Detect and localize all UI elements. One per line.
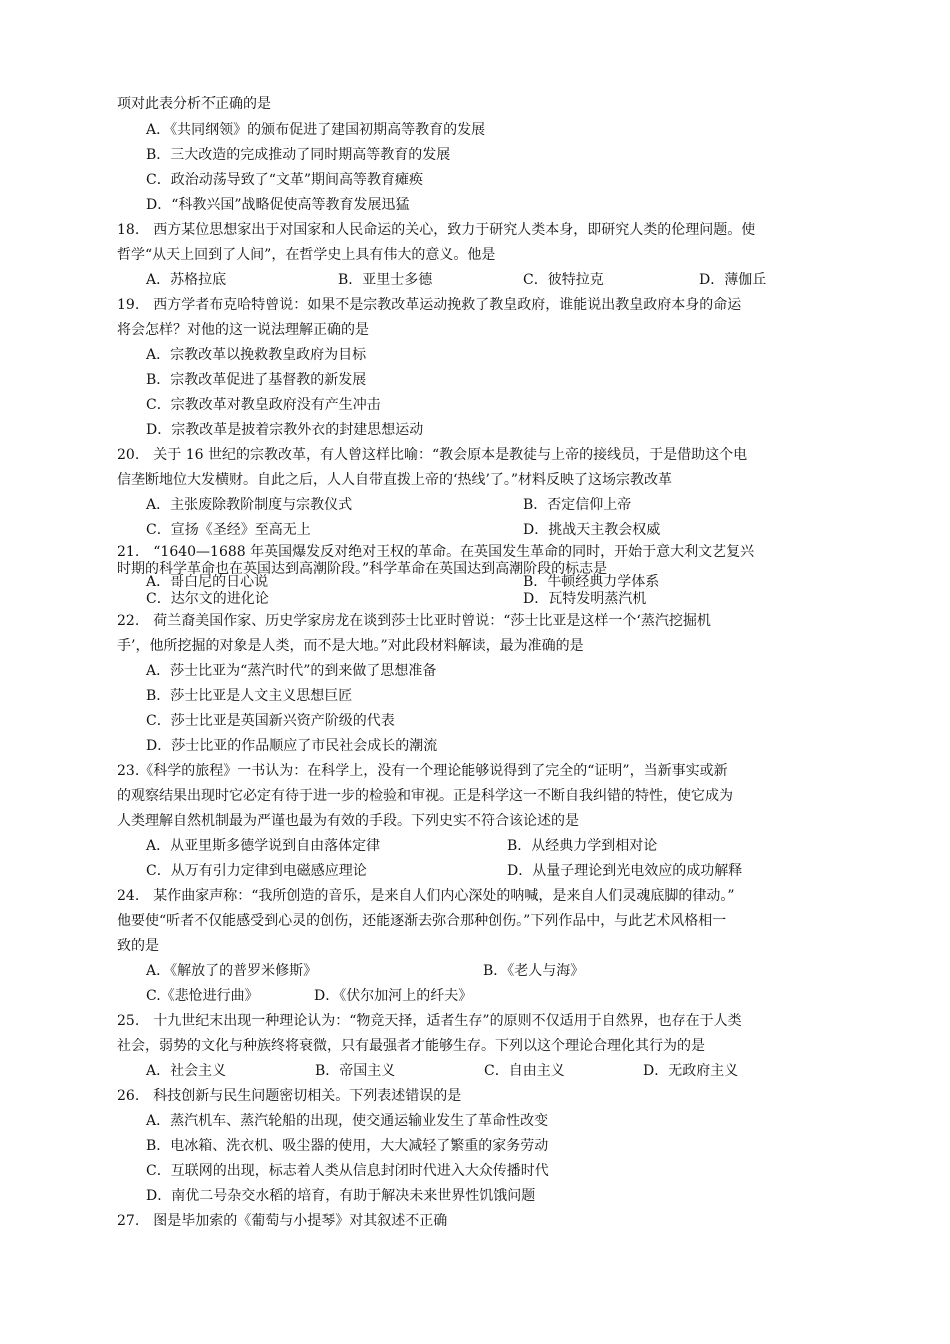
q26-option-a: A．蒸汽机车、蒸汽轮船的出现，使交通运输业发生了革命性改变 bbox=[146, 1113, 549, 1129]
q18-option-d: D．薄伽丘 bbox=[699, 272, 767, 288]
q20-stem-line-1: 20. 关于 16 世纪的宗教改革，有人曾这样比喻：“教会原本是教徒与上帝的接线员，于是借助这个电 bbox=[117, 447, 748, 463]
q17-stem-after: 的是 bbox=[243, 96, 271, 112]
q25-option-d: D．无政府主义 bbox=[643, 1063, 739, 1079]
q21-option-a: A．哥白尼的日心说 bbox=[146, 574, 269, 590]
q20-option-d: D．挑战天主教会权威 bbox=[523, 522, 661, 538]
q19-option-b: B．宗教改革促进了基督教的新发展 bbox=[146, 372, 367, 388]
q22-stem-line-2: 手’，他所挖掘的对象是人类，而不是大地。”对此段材料解读，最为准确的是 bbox=[117, 638, 584, 654]
q23-option-c: C．从万有引力定律到电磁感应理论 bbox=[146, 863, 367, 879]
q24-option-c: C.《悲怆进行曲》 bbox=[146, 988, 259, 1004]
q18-stem-line-1: 18. 西方某位思想家出于对国家和人民命运的关心，致力于研究人类本身，即研究人类的伦理问题。使 bbox=[117, 222, 756, 238]
q17-stem-tail bbox=[117, 94, 271, 114]
q18-option-c: C．彼特拉克 bbox=[523, 272, 604, 288]
q23-option-b: B．从经典力学到相对论 bbox=[507, 838, 658, 854]
q20-option-a: A．主张废除教阶制度与宗教仪式 bbox=[146, 497, 353, 513]
q26-stem-line-1: 26. 科技创新与民生问题密切相关。下列表述错误的是 bbox=[117, 1088, 462, 1104]
q24-stem-line-1: 24. 某作曲家声称：“我所创造的音乐，是来自人们内心深处的呐喊，是来自人们灵魂底脚的律动。” bbox=[117, 888, 735, 904]
q21-option-c: C．达尔文的进化论 bbox=[146, 591, 269, 607]
q19-option-a: A．宗教改革以挽救教皇政府为目标 bbox=[146, 347, 367, 363]
q26-option-d: D．南优二号杂交水稻的培育，有助于解决未来世界性饥饿问题 bbox=[146, 1188, 536, 1204]
q24-stem-line-2: 他要使“听者不仅能感受到心灵的创伤，还能逐渐去弥合那种创伤。”下列作品中，与此艺术风格相一 bbox=[117, 913, 727, 929]
q24-option-d: D．《伏尔加河上的纤夫》 bbox=[314, 988, 473, 1004]
q22-option-d: D．莎士比亚的作品顺应了市民社会成长的潮流 bbox=[146, 738, 438, 754]
q23-stem-line-2: 的观察结果出现时它必定有待于进一步的检验和审视。正是科学这一不断自我纠错的特性，使它成为 bbox=[117, 788, 733, 804]
q20-stem-line-2: 信垄断地位大发横财。自此之后，人人自带直拨上帝的‘热线’了。”材料反映了这场宗教改革 bbox=[117, 472, 673, 488]
q19-option-d: D．宗教改革是披着宗教外衣的封建思想运动 bbox=[146, 422, 424, 438]
q17-option-d: D．“科教兴国”战略促使高等教育发展迅猛 bbox=[146, 197, 410, 213]
q22-option-c: C．莎士比亚是英国新兴资产阶级的代表 bbox=[146, 713, 395, 729]
q23-stem-line-3: 人类理解自然机制最为严谨也最为有效的手段。下列史实不符合该论述的是 bbox=[117, 813, 579, 829]
q20-option-b: B．否定信仰上帝 bbox=[523, 497, 632, 513]
q23-option-a: A．从亚里斯多德学说到自由落体定律 bbox=[146, 838, 381, 854]
q17-stem-before: 项对此表分析 bbox=[117, 96, 201, 112]
q19-option-c: C．宗教改革对教皇政府没有产生冲击 bbox=[146, 397, 381, 413]
q24-option-b: B．《老人与海》 bbox=[483, 963, 585, 979]
q26-option-c: C．互联网的出现，标志着人类从信息封闭时代进入大众传播时代 bbox=[146, 1163, 549, 1179]
q24-stem-line-3: 致的是 bbox=[117, 938, 159, 954]
q24-option-a: A．《解放了的普罗米修斯》 bbox=[146, 963, 318, 979]
q23-option-d: D．从量子理论到光电效应的成功解释 bbox=[507, 863, 743, 879]
q19-stem-line-1: 19. 西方学者布克哈特曾说：如果不是宗教改革运动挽救了教皇政府，谁能说出教皇政府本身的命运 bbox=[117, 297, 742, 313]
q21-stem-line-2: 时期的科学革命也在英国达到高潮阶段。”科学革命在英国达到高潮阶段的标志是 bbox=[117, 561, 608, 577]
q22-stem-line-1: 22. 荷兰裔美国作家、历史学家房龙在谈到莎士比亚时曾说：“莎士比亚是这样一个‘蒸汽挖掘机 bbox=[117, 613, 711, 629]
q21-stem-line-1: 21. “1640—1688 年英国爆发反对绝对王权的革命。在英国发生革命的同时，开始于意大利文艺复兴 bbox=[117, 544, 755, 560]
q18-option-b: B．亚里士多德 bbox=[338, 272, 433, 288]
q22-option-a: A．莎士比亚为“蒸汽时代”的到来做了思想准备 bbox=[146, 663, 437, 679]
q25-option-b: B．帝国主义 bbox=[315, 1063, 396, 1079]
q22-option-b: B．莎士比亚是人文主义思想巨匠 bbox=[146, 688, 353, 704]
q21-option-d: D．瓦特发明蒸汽机 bbox=[523, 591, 647, 607]
q26-option-b: B．电冰箱、洗衣机、吸尘器的使用，大大减轻了繁重的家务劳动 bbox=[146, 1138, 549, 1154]
q17-option-c: C．政治动荡导致了“文革”期间高等教育瘫痪 bbox=[146, 172, 424, 188]
q25-stem-line-1: 25. 十九世纪末出现一种理论认为：“物竞天择，适者生存”的原则不仅适用于自然界，也存在于人类 bbox=[117, 1013, 742, 1029]
q27-stem-line-1: 27. 图是毕加索的《葡萄与小提琴》对其叙述不正确 bbox=[117, 1213, 448, 1229]
q20-option-c: C．宣扬《圣经》至高无上 bbox=[146, 522, 311, 538]
q17-option-b: B．三大改造的完成推动了同时期高等教育的发展 bbox=[146, 147, 451, 163]
q25-stem-line-2: 社会，弱势的文化与种族终将衰微，只有最强者才能够生存。下列以这个理论合理化其行为的是 bbox=[117, 1038, 705, 1054]
q18-stem-line-2: 哲学“从天上回到了人间”，在哲学史上具有伟大的意义。他是 bbox=[117, 247, 496, 263]
q18-option-a: A．苏格拉底 bbox=[146, 272, 227, 288]
q25-option-c: C．自由主义 bbox=[484, 1063, 565, 1079]
q17-stem-emphasis: 不正确 · · · bbox=[201, 96, 243, 112]
q17-option-a: A．《共同纲领》的颁布促进了建国初期高等教育的发展 bbox=[146, 122, 486, 138]
q25-option-a: A．社会主义 bbox=[146, 1063, 227, 1079]
q23-stem-line-1: 23.《科学的旅程》一书认为：在科学上，没有一个理论能够说得到了完全的“证明”，当新事实或新 bbox=[117, 763, 728, 779]
q19-stem-line-2: 将会怎样？对他的这一说法理解正确的是 bbox=[117, 322, 369, 338]
q21-option-b: B．牛顿经典力学体系 bbox=[523, 574, 660, 590]
